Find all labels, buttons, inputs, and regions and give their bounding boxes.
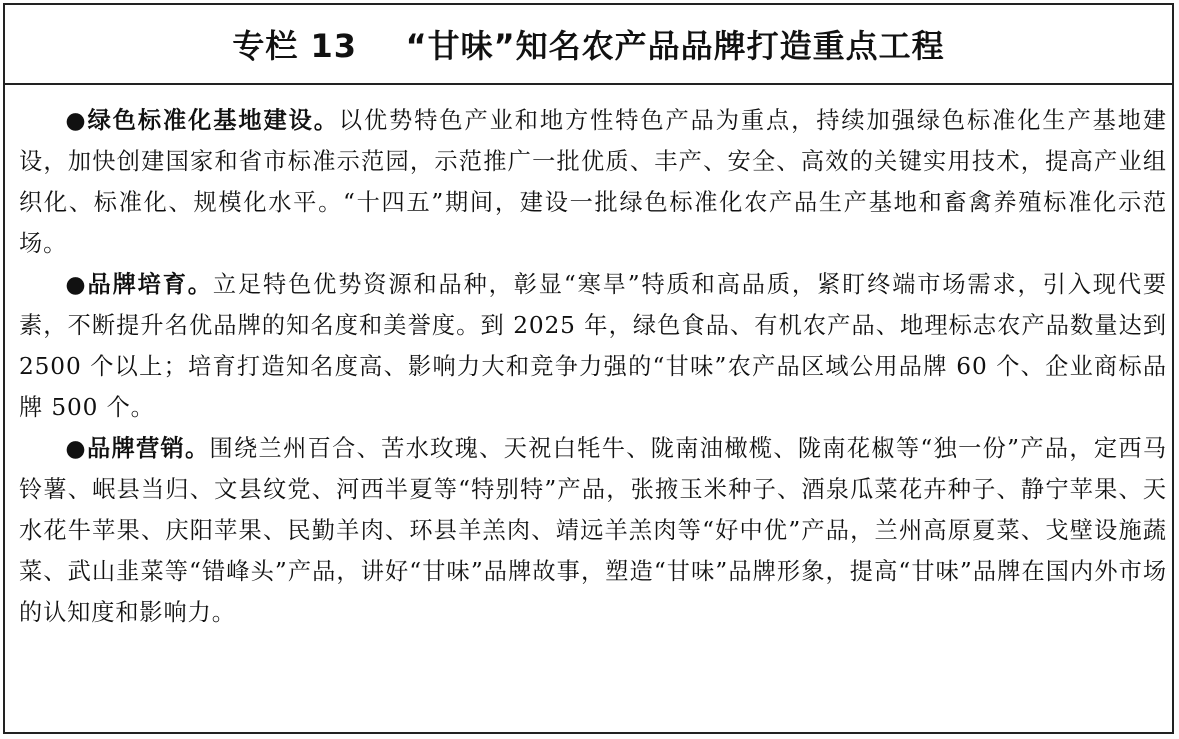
section-heading: 品牌培育。: [87, 271, 213, 298]
title-bar: [5, 5, 1172, 85]
bullet-icon: ●: [65, 271, 88, 298]
bullet-icon: ●: [65, 435, 87, 462]
section-heading: 绿色标准化基地建设。: [87, 107, 339, 134]
panel-title: 专栏 13 “甘味”知名农产品品牌打造重点工程: [232, 27, 945, 65]
content-area: [19, 100, 1167, 633]
section-paragraph: [19, 428, 1167, 633]
section-body: 立足特色优势资源和品种，彰显“寒旱”特质和高品质，紧盯终端市场需求，引入现代要素，不断提升名优品牌的知名度和美誉度。到 2025 年，绿色食品、有机农产品、地理标志农产品数量达到 2500 个以上；培育打造知名度高、影响力大和竞争力强的“甘味”农产品区域公用品牌 60 个、企业商标品牌 500 个。: [19, 271, 1167, 421]
section-body: 围绕兰州百合、苦水玫瑰、天祝白牦牛、陇南油橄榄、陇南花椒等“独一份”产品，定西马铃薯、岷县当归、文县纹党、河西半夏等“特别特”产品，张掖玉米种子、酒泉瓜菜花卉种子、静宁苹果、天水花牛苹果、庆阳苹果、民勤羊肉、环县羊羔肉、靖远羊羔肉等“好中优”产品，兰州高原夏菜、戈壁设施蔬菜、武山韭菜等“错峰头”产品，讲好“甘味”品牌故事，塑造“甘味”品牌形象，提高“甘味”品牌在国内外市场的认知度和影响力。: [19, 435, 1167, 626]
bullet-icon: ●: [65, 107, 88, 134]
section-paragraph: [19, 100, 1167, 264]
section-paragraph: [19, 264, 1167, 428]
section-body: 以优势特色产业和地方性特色产品为重点，持续加强绿色标准化生产基地建设，加快创建国家和省市标准示范园，示范推广一批优质、丰产、安全、高效的关键实用技术，提高产业组织化、标准化、规模化水平。“十四五”期间，建设一批绿色标准化农产品生产基地和畜禽养殖标准化示范场。: [19, 107, 1168, 257]
section-heading: 品牌营销。: [86, 435, 210, 462]
feature-box: [3, 3, 1174, 734]
